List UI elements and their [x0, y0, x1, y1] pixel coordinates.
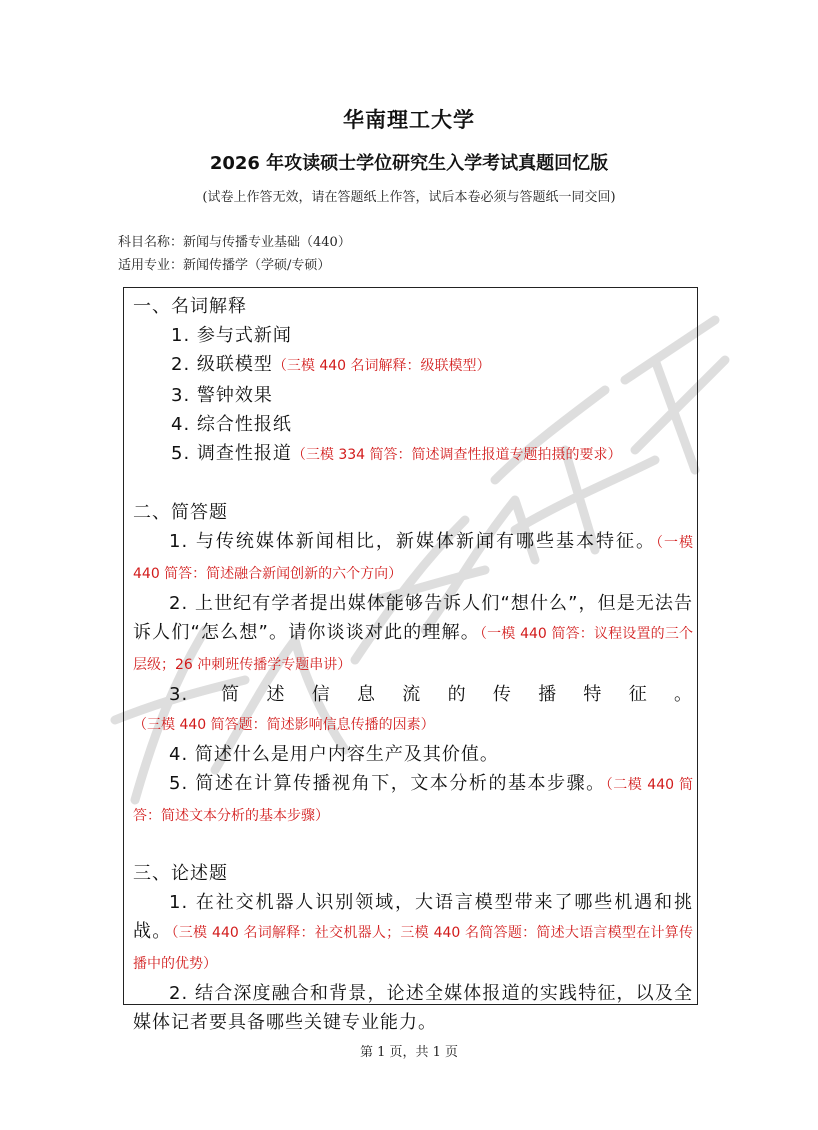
question-item — [133, 589, 693, 680]
section-title: 一、名词解释 — [133, 296, 247, 317]
question-item — [133, 888, 693, 979]
question-text: 5. 简述在计算传播视角下，文本分析的基本步骤。 — [169, 773, 606, 794]
question-note: （一模 440 简答：议程设置的三个层级；26 冲刺班传播学专题串讲） — [133, 626, 694, 673]
exam-instruction: (试卷上作答无效，请在答题纸上作答，试后本卷必须与答题纸一同交回) — [202, 190, 616, 205]
question-item — [133, 740, 693, 769]
question-item — [133, 769, 693, 831]
question-text: 2. 上世纪有学者提出媒体能够告诉人们“想什么”，但是无法告诉人们“怎么想”。请你谈谈对此的理解。 — [133, 593, 693, 643]
question-item — [133, 527, 693, 589]
question-text: 2. 级联模型 — [171, 354, 273, 375]
question-text: 3. 简述信息流的传播特征。 — [169, 684, 693, 705]
question-item — [133, 439, 693, 470]
applicable-major: 适用专业：新闻传播学（学硕/专硕） — [118, 258, 331, 273]
question-text: 1. 参与式新闻 — [171, 325, 292, 346]
question-item — [133, 410, 693, 439]
question-text: 1. 与传统媒体新闻相比，新媒体新闻有哪些基本特征。 — [169, 531, 656, 552]
question-content — [133, 292, 693, 1037]
question-note: （三模 440 名词解释：级联模型） — [272, 358, 491, 374]
university-name: 华南理工大学 — [343, 108, 475, 132]
question-item — [133, 350, 693, 381]
question-text: 3. 警钟效果 — [171, 385, 273, 406]
question-item — [133, 680, 693, 740]
question-text: 4. 综合性报纸 — [171, 414, 292, 435]
question-text: 5. 调查性报道 — [171, 443, 292, 464]
section-title: 三、论述题 — [133, 863, 228, 884]
question-note: （二模 440 简答：简述文本分析的基本步骤） — [133, 777, 693, 824]
question-item — [133, 321, 693, 350]
question-note: （一模 440 简答：简述融合新闻创新的六个方向） — [133, 535, 693, 582]
question-note: （三模 440 名词解释：社交机器人；三模 440 名简答题：简述大语言模型在计算传播中的优势） — [133, 925, 693, 972]
exam-title: 2026 年攻读硕士学位研究生入学考试真题回忆版 — [209, 153, 609, 174]
section-title: 二、简答题 — [133, 502, 228, 523]
question-text: 1. 在社交机器人识别领域，大语言模型带来了哪些机遇和挑战。 — [133, 892, 693, 942]
question-item — [133, 979, 693, 1037]
question-text: 4. 简述什么是用户内容生产及其价值。 — [169, 744, 499, 765]
question-text: 2. 结合深度融合和背景，论述全媒体报道的实践特征，以及全媒体记者要具备哪些关键专业能力。 — [133, 983, 693, 1033]
question-item — [133, 381, 693, 410]
subject-name: 科目名称：新闻与传播专业基础（440） — [118, 235, 351, 250]
page-footer: 第 1 页，共 1 页 — [359, 1045, 459, 1060]
question-note: （三模 334 简答：简述调查性报道专题拍摄的要求） — [291, 447, 622, 463]
question-note: （三模 440 简答题：简述影响信息传播的因素） — [133, 717, 435, 733]
